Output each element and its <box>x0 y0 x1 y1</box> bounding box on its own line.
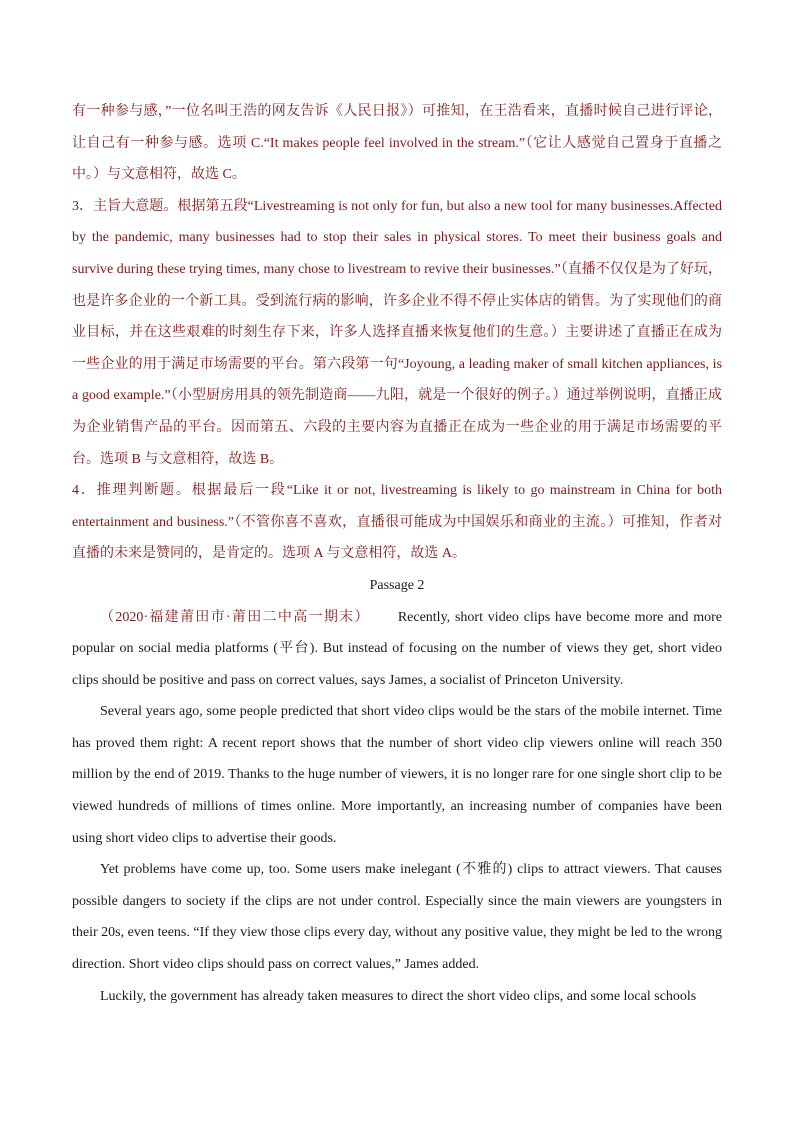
passage-paragraph-1-text: Recently, short video clips have become more and more popular on social media platforms (平台). But instead of focusing on the number of views they get, short video clips should be positive and pass on correct values, says James, a socialist of Princeton University. <box>72 609 722 688</box>
passage-paragraph-4: Luckily, the government has already taken measures to direct the short video clips, and some local schools <box>100 988 697 1004</box>
passage-paragraph-3: Yet problems have come up, too. Some users make inelegant (不雅的) clips to attract viewers. That causes possible dangers to society if the clips are not under control. Especially since the main viewers are youngsters in their 20s, even teens. “If they view those clips every day, without any positive value, they might be led to the wrong direction. Short video clips should pass on correct values,” James added. <box>72 862 722 973</box>
page-content <box>72 96 722 1012</box>
answer-explanation-q4: 4．推理判断题。根据最后一段“Like it or not, livestreaming is likely to go mainstream in China for both entertainment and business.”（不管你喜不喜欢，直播很可能成为中国娱乐和商业的主流。）可推知，作者对直播的未来是赞同的，是肯定的。选项 A 与文意相符，故选 A。 <box>72 483 722 562</box>
passage-source: （2020·福建莆田市·莆田二中高一期末） <box>100 609 370 625</box>
answer-explanation-continuation: 有一种参与感，”一位名叫王浩的网友告诉《人民日报》）可推知，在王浩看来，直播时候自己进行评论，让自己有一种参与感。选项 C.“It makes people feel involved in the stream.”（它让人感觉自己置身于直播之中。）与文意相符，故选 C。 <box>72 104 722 183</box>
answer-explanation-q3: 3．主旨大意题。根据第五段“Livestreaming is not only for fun, but also a new tool for many businesses.Affected by the pandemic, many businesses had to stop their sales in physical stores. To meet their business goals and survive during these trying times, many chose to livestream to revive their businesses.”（直播不仅仅是为了好玩，也是许多企业的一个新工具。受到流行病的影响，许多企业不得不停止实体店的销售。为了实现他们的商业目标，并在这些艰难的时刻生存下来，许多人选择直播来恢复他们的生意。）主要讲述了直播正在成为一些企业的用于满足市场需要的平台。第六段第一句“Joyoung, a leading maker of small kitchen appliances, is a good example.”（小型厨房用具的领先制造商——九阳，就是一个很好的例子。）通过举例说明，直播正成为企业销售产品的平台。因而第五、六段的主要内容为直播正在成为一些企业的用于满足市场需要的平台。选项 B 与文意相符，故选 B。 <box>72 198 722 467</box>
passage-paragraph-2: Several years ago, some people predicted that short video clips would be the stars of the mobile internet. Time has proved them right: A recent report shows that the number of short video clip viewers online will reach 350 million by the end of 2019. Thanks to the huge number of viewers, it is no longer rare for one single short clip to be viewed hundreds of millions of times online. More importantly, an increasing number of companies have been using short video clips to advertise their goods. <box>72 704 722 846</box>
passage-paragraph-1 <box>72 602 722 697</box>
passage-title: Passage 2 <box>369 577 425 593</box>
